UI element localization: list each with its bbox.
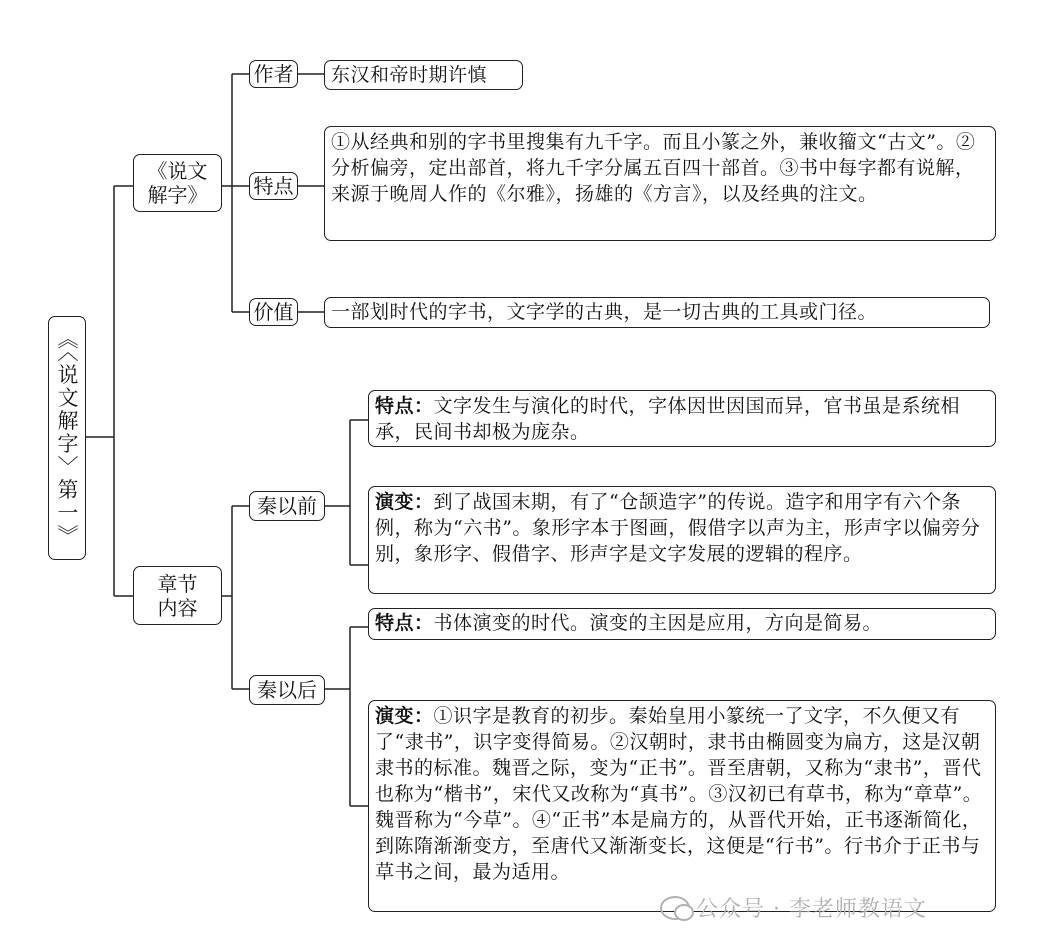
- root-title: 《〈说文解字〉第一》: [55, 328, 79, 548]
- after-qin-features-box: [368, 608, 996, 640]
- before-qin-evolution-box: [368, 486, 996, 594]
- after-qin-connector: [325, 627, 368, 806]
- after-qin-evolution-text: ①识字是教育的初步。秦始皇用小篆统一了文字，不久便又有了“隶书”，识字变得简易。②汉朝时，隶书由椭圆变为扁方，这是汉朝隶书的标准。魏晋之际，变为“正书”。晋至唐朝，又称为“隶书”，晋代也称为“楷书”，宋代又改称为“真书”。③汉初已有草书，称为“章草”。魏晋称为“今草”。④“正书”本是扁方的，从晋代开始，正书逐渐简化，到陈隋渐渐变方，至唐代又渐渐变长，这便是“行书”。行书介于正书与草书之间，最为适用。: [375, 705, 983, 883]
- value-text-box: [324, 297, 990, 328]
- author-label: 作者: [253, 62, 294, 86]
- author-text: 东汉和帝时期许慎: [331, 64, 488, 86]
- before-qin-evolution-text: 到了战国末期，有了“仓颉造字”的传说。造字和用字有六个条例，称为“六书”。象形字本于图画，假借字以声为主，形声字以偏旁分别，象形字、假借字、形声字是文字发展的逻辑的程序。: [375, 491, 981, 565]
- after-qin-features-text: 书体演变的时代。演变的主因是应用，方向是简易。: [433, 612, 883, 634]
- after-qin-evolution-box: [368, 700, 996, 912]
- features-text: ①从经典和别的字书里搜集有九千字。而且小篆之外，兼收籀文“古文”。②分析偏旁，定出部首，将九千字分属五百四十部首。③书中每字都有说解，来源于晚周人作的《尔雅》，扬雄的《方言》，以及经典的注文。: [331, 131, 976, 205]
- before-qin-label-node: [249, 491, 325, 521]
- before-qin-features-text: 文字发生与演化的时代，字体因世因国而异，官书虽是系统相承，民间书却极为庞杂。: [375, 395, 961, 443]
- wechat-icon: [660, 896, 690, 920]
- branch1-node: [133, 154, 222, 212]
- before-qin-label: 秦以前: [257, 494, 317, 518]
- before-qin-features-lead: 特点：: [375, 395, 434, 417]
- author-text-box: [324, 60, 523, 90]
- after-qin-label: 秦以后: [257, 678, 317, 702]
- branch2-node: [133, 566, 222, 625]
- author-label-node: [249, 60, 298, 88]
- before-qin-evolution-lead: 演变：: [375, 491, 434, 513]
- before-qin-features-box: [368, 390, 996, 447]
- after-qin-features-lead: 特点：: [375, 612, 434, 634]
- root-node: [48, 316, 86, 560]
- watermark: [660, 892, 927, 923]
- features-text-box: [324, 126, 996, 241]
- before-qin-connector: [325, 420, 368, 565]
- features-label-node: [249, 172, 298, 200]
- features-label: 特点: [253, 174, 294, 198]
- branch1-title: 《说文解字》: [147, 159, 208, 207]
- branch2-connector: [222, 506, 249, 689]
- root-connector: [86, 186, 133, 596]
- branch2-title: 章节内容: [157, 571, 198, 620]
- watermark-text: 公众号 · 李老师教语文: [696, 897, 927, 922]
- value-label: 价值: [253, 300, 294, 324]
- branch1-connector: [222, 74, 249, 312]
- after-qin-label-node: [249, 675, 325, 705]
- value-label-node: [249, 298, 298, 326]
- after-qin-evolution-lead: 演变：: [375, 705, 434, 727]
- value-text: 一部划时代的字书，文字学的古典，是一切古典的工具或门径。: [331, 301, 878, 323]
